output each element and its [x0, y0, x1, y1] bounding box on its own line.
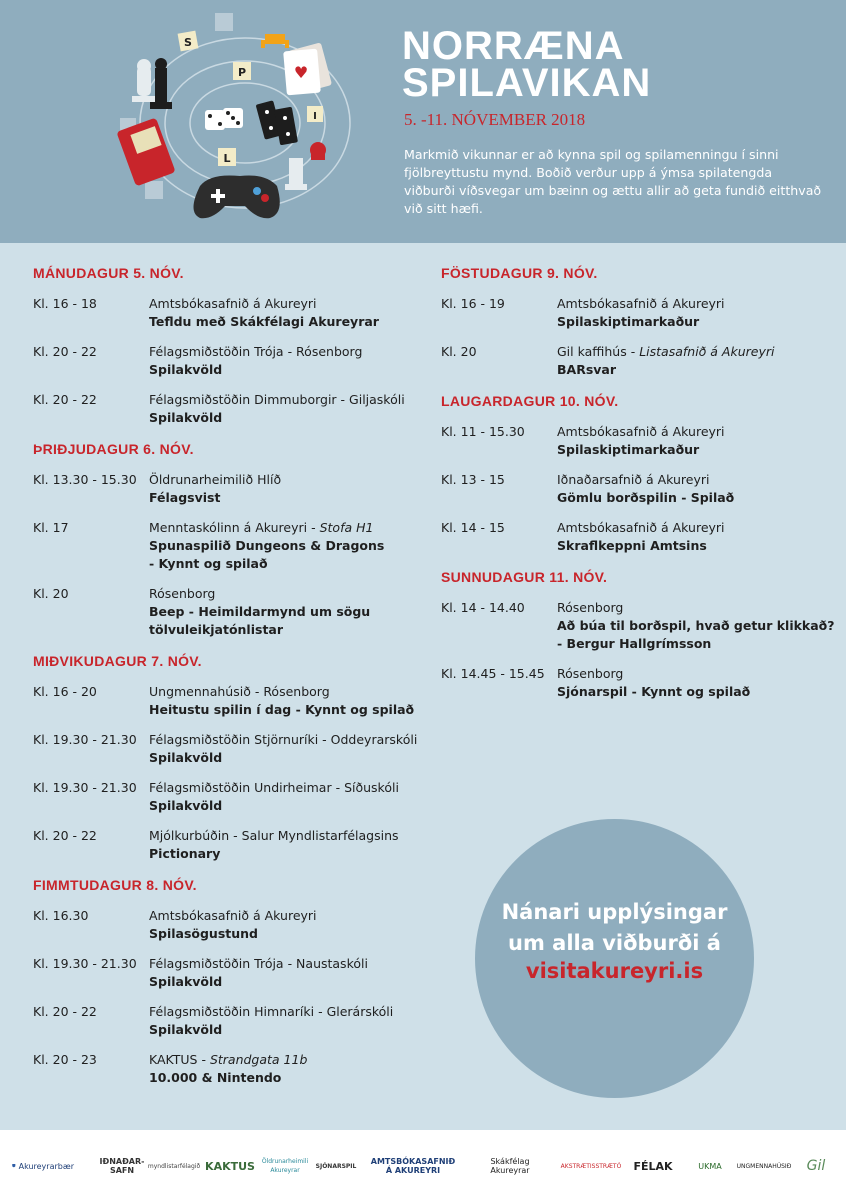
event-name: Tefldu með Skákfélagi Akureyrar — [149, 314, 379, 329]
event-venue: Amtsbókasafnið á Akureyri — [557, 424, 725, 439]
puzzle-icon — [215, 13, 233, 31]
event-row — [33, 907, 428, 943]
intro-text: Markmið vikunnar er að kynna spil og spilamenningu í sinni fjölbreyttustu mynd. Boðið verður upp á ýmsa spilatengda viðburði víðsvegar um bæinn og ættu allir að geta fundið eitthvað við sitt hæfi. — [404, 147, 822, 216]
event-time: Kl. 14.45 - 15.45 — [441, 666, 545, 681]
event-venue: Félagsmiðstöðin Stjörnuríki - Oddeyrarskóli — [149, 732, 418, 747]
event-row — [33, 1051, 428, 1087]
event-row — [441, 295, 841, 331]
event-name: Spunaspilið Dungeons & Dragons — [149, 538, 385, 553]
logo-gil: Gil — [806, 1157, 826, 1174]
day-monday — [33, 265, 428, 427]
event-name: Spilakvöld — [149, 362, 223, 377]
event-dates: 5. -11. NÓVEMBER 2018 — [404, 110, 586, 129]
svg-text:L: L — [223, 152, 231, 165]
event-venue: Menntaskólinn á Akureyri - Stofa H1 — [149, 520, 374, 535]
event-name-continued: - Bergur Hallgrímsson — [557, 636, 712, 651]
event-time: Kl. 14 - 14.40 — [441, 600, 525, 615]
event-name: Pictionary — [149, 846, 221, 861]
event-venue: Rósenborg — [557, 666, 624, 681]
event-name: Spilakvöld — [149, 1022, 223, 1037]
event-time: Kl. 20 - 22 — [33, 392, 97, 407]
event-time: Kl. 16 - 19 — [441, 296, 505, 311]
event-time: Kl. 13.30 - 15.30 — [33, 472, 137, 487]
event-row — [441, 599, 841, 653]
event-name-continued: tölvuleikjatónlistar — [149, 622, 284, 637]
playing-cards-icon — [283, 42, 332, 95]
dice-icon — [205, 108, 243, 130]
event-venue-detail: Strandgata 11b — [209, 1052, 308, 1067]
event-row — [441, 665, 841, 701]
event-time: Kl. 16 - 20 — [33, 684, 97, 699]
event-name: Spilakvöld — [149, 750, 223, 765]
title-line-2: SPILAVIKAN — [402, 61, 652, 105]
logo-kaktus: KAKTUS — [205, 1159, 255, 1173]
event-name: Félagsvist — [149, 490, 221, 505]
svg-text:S: S — [184, 36, 192, 49]
event-row — [33, 295, 428, 331]
event-venue: Iðnaðarsafnið á Akureyri — [557, 472, 710, 487]
day-title: LAUGARDAGUR 10. NÓV. — [441, 393, 619, 409]
event-name: Spilaskiptimarkaður — [557, 442, 700, 457]
event-row — [33, 827, 428, 863]
game-controller-icon — [194, 175, 280, 218]
event-row — [441, 343, 841, 379]
event-row — [33, 1003, 428, 1039]
event-venue: Amtsbókasafnið á Akureyri — [149, 908, 317, 923]
event-row — [441, 423, 841, 459]
event-venue: Amtsbókasafnið á Akureyri — [149, 296, 317, 311]
day-saturday — [441, 393, 841, 555]
event-time: Kl. 19.30 - 21.30 — [33, 956, 137, 971]
event-row — [33, 343, 428, 379]
space-invader-icon — [261, 34, 289, 48]
logo-oldrunarheimili: Öldrunarheimili Akureyrar — [261, 1158, 309, 1174]
day-thursday — [33, 877, 428, 1087]
event-row — [33, 471, 428, 507]
event-time: Kl. 16 - 18 — [33, 296, 97, 311]
logo-ukma: UKMA — [698, 1161, 722, 1171]
letter-tile-l — [218, 148, 236, 166]
event-name: BARsvar — [557, 362, 617, 377]
event-name: Að búa til borðspil, hvað getur klikkað? — [557, 618, 835, 633]
event-venue: Rósenborg — [149, 586, 216, 601]
event-venue: Amtsbókasafnið á Akureyri — [557, 296, 725, 311]
event-time: Kl. 13 - 15 — [441, 472, 505, 487]
event-venue: Félagsmiðstöðin Himnaríki - Glerárskóli — [149, 1004, 394, 1019]
event-name: Spilakvöld — [149, 974, 223, 989]
event-name: Spilaskiptimarkaður — [557, 314, 700, 329]
event-row — [33, 519, 428, 573]
event-row — [33, 955, 428, 991]
event-venue: Gil kaffihús - Listasafnið á Akureyri — [557, 344, 775, 359]
chess-piece-icon — [132, 59, 156, 102]
event-venue-detail: Stofa H1 — [319, 520, 374, 535]
event-venue-detail: Listasafnið á Akureyri — [639, 344, 775, 359]
logo-skakfelag: Skákfélag Akureyrar — [490, 1157, 530, 1175]
schedule-left-column — [33, 265, 428, 1101]
event-row — [441, 471, 841, 507]
schedule-right-column — [441, 265, 841, 715]
event-time: Kl. 17 — [33, 520, 69, 535]
event-name: Heitustu spilin í dag - Kynnt og spilað — [149, 702, 415, 717]
event-name: Sjónarspil - Kynnt og spilað — [557, 684, 751, 699]
sponsor-footer — [0, 1130, 846, 1200]
info-line-1: Nánari upplýsingar — [501, 900, 728, 924]
title-line-1: NORRÆNA — [402, 24, 625, 68]
day-tuesday — [33, 441, 428, 639]
info-link[interactable]: visitakureyri.is — [525, 959, 704, 983]
event-name: 10.000 & Nintendo — [149, 1070, 282, 1085]
letter-tile-i — [307, 106, 323, 122]
event-time: Kl. 19.30 - 21.30 — [33, 780, 137, 795]
event-row — [33, 391, 428, 427]
event-venue: Mjólkurbúðin - Salur Myndlistarfélagsins — [149, 828, 399, 843]
letter-tile-s — [178, 31, 199, 52]
event-venue: Félagsmiðstöðin Undirheimar - Síðuskóli — [149, 780, 399, 795]
logo-sjonarspil: SJÓNARSPIL — [315, 1162, 357, 1170]
event-venue: Ungmennahúsið - Rósenborg — [149, 684, 330, 699]
event-name: Beep - Heimildarmynd um sögu — [149, 604, 371, 619]
event-time: Kl. 20 - 23 — [33, 1052, 97, 1067]
chess-rook-icon — [285, 158, 307, 190]
logo-amtsbokasafnid: AMTSBÓKASAFNIÐ Á AKUREYRI — [370, 1157, 456, 1175]
event-time: Kl. 11 - 15.30 — [441, 424, 525, 439]
shield-icon — [12, 1157, 16, 1175]
event-venue: Félagsmiðstöðin Trója - Naustaskóli — [149, 956, 368, 971]
event-name: Skraflkeppni Amtsins — [557, 538, 707, 553]
logo-felak: FÉLAK — [633, 1159, 673, 1173]
svg-text:I: I — [313, 111, 317, 122]
day-title: ÞRIÐJUDAGUR 6. NÓV. — [33, 441, 194, 457]
logo-akstraeti: AKSTRÆTISSTRÆTÓ — [560, 1162, 622, 1170]
day-title: MIÐVIKUDAGUR 7. NÓV. — [33, 653, 202, 669]
day-sunday — [441, 569, 841, 701]
day-title: FÖSTUDAGUR 9. NÓV. — [441, 265, 598, 281]
domino-icon — [256, 100, 298, 145]
info-line-2: um alla viðburði á — [508, 931, 721, 955]
event-row — [441, 519, 841, 555]
event-venue: KAKTUS - Strandgata 11b — [149, 1052, 308, 1067]
event-time: Kl. 20 — [33, 586, 69, 601]
logo-ungmennahusid: UNGMENNAHÚSIÐ — [736, 1162, 792, 1170]
event-name: Spilakvöld — [149, 798, 223, 813]
event-row — [33, 585, 428, 639]
event-row — [33, 731, 428, 767]
event-venue: Öldrunarheimilið Hlíð — [149, 472, 282, 487]
event-venue: Rósenborg — [557, 600, 624, 615]
event-venue: Félagsmiðstöðin Trója - Rósenborg — [149, 344, 363, 359]
event-time: Kl. 20 — [441, 344, 477, 359]
day-title: MÁNUDAGUR 5. NÓV. — [33, 265, 184, 281]
day-title: SUNNUDAGUR 11. NÓV. — [441, 569, 608, 585]
puzzle-icon — [145, 181, 163, 199]
day-friday — [441, 265, 841, 379]
event-name: Spilasögustund — [149, 926, 258, 941]
event-time: Kl. 14 - 15 — [441, 520, 505, 535]
octopus-icon — [310, 142, 326, 160]
svg-text:P: P — [237, 66, 247, 79]
header-banner — [0, 0, 846, 243]
event-time: Kl. 20 - 22 — [33, 344, 97, 359]
logo-akureyrarbaer: Akureyrarbær — [12, 1148, 74, 1184]
logo-idnadarsafn: IÐNAÐAR-SAFN — [99, 1157, 145, 1175]
letter-tile-p — [233, 62, 251, 80]
info-text — [475, 897, 754, 959]
event-name-continued: - Kynnt og spilað — [149, 556, 268, 571]
event-row — [33, 683, 428, 719]
event-time: Kl. 20 - 22 — [33, 1004, 97, 1019]
day-title: FIMMTUDAGUR 8. NÓV. — [33, 877, 197, 893]
event-time: Kl. 16.30 — [33, 908, 89, 923]
event-time: Kl. 20 - 22 — [33, 828, 97, 843]
svg-text:♥: ♥ — [293, 63, 309, 82]
event-venue: Amtsbókasafnið á Akureyri — [557, 520, 725, 535]
day-wednesday — [33, 653, 428, 863]
event-name: Gömlu borðspilin - Spilað — [557, 490, 735, 505]
logo-myndlistarfelagid: myndlistarfélagið — [147, 1162, 201, 1170]
info-circle — [475, 819, 754, 1098]
event-venue: Félagsmiðstöðin Dimmuborgir - Giljaskóli — [149, 392, 405, 407]
games-illustration — [115, 8, 355, 233]
event-row — [33, 779, 428, 815]
event-time: Kl. 19.30 - 21.30 — [33, 732, 137, 747]
event-title — [402, 24, 652, 105]
event-name: Spilakvöld — [149, 410, 223, 425]
